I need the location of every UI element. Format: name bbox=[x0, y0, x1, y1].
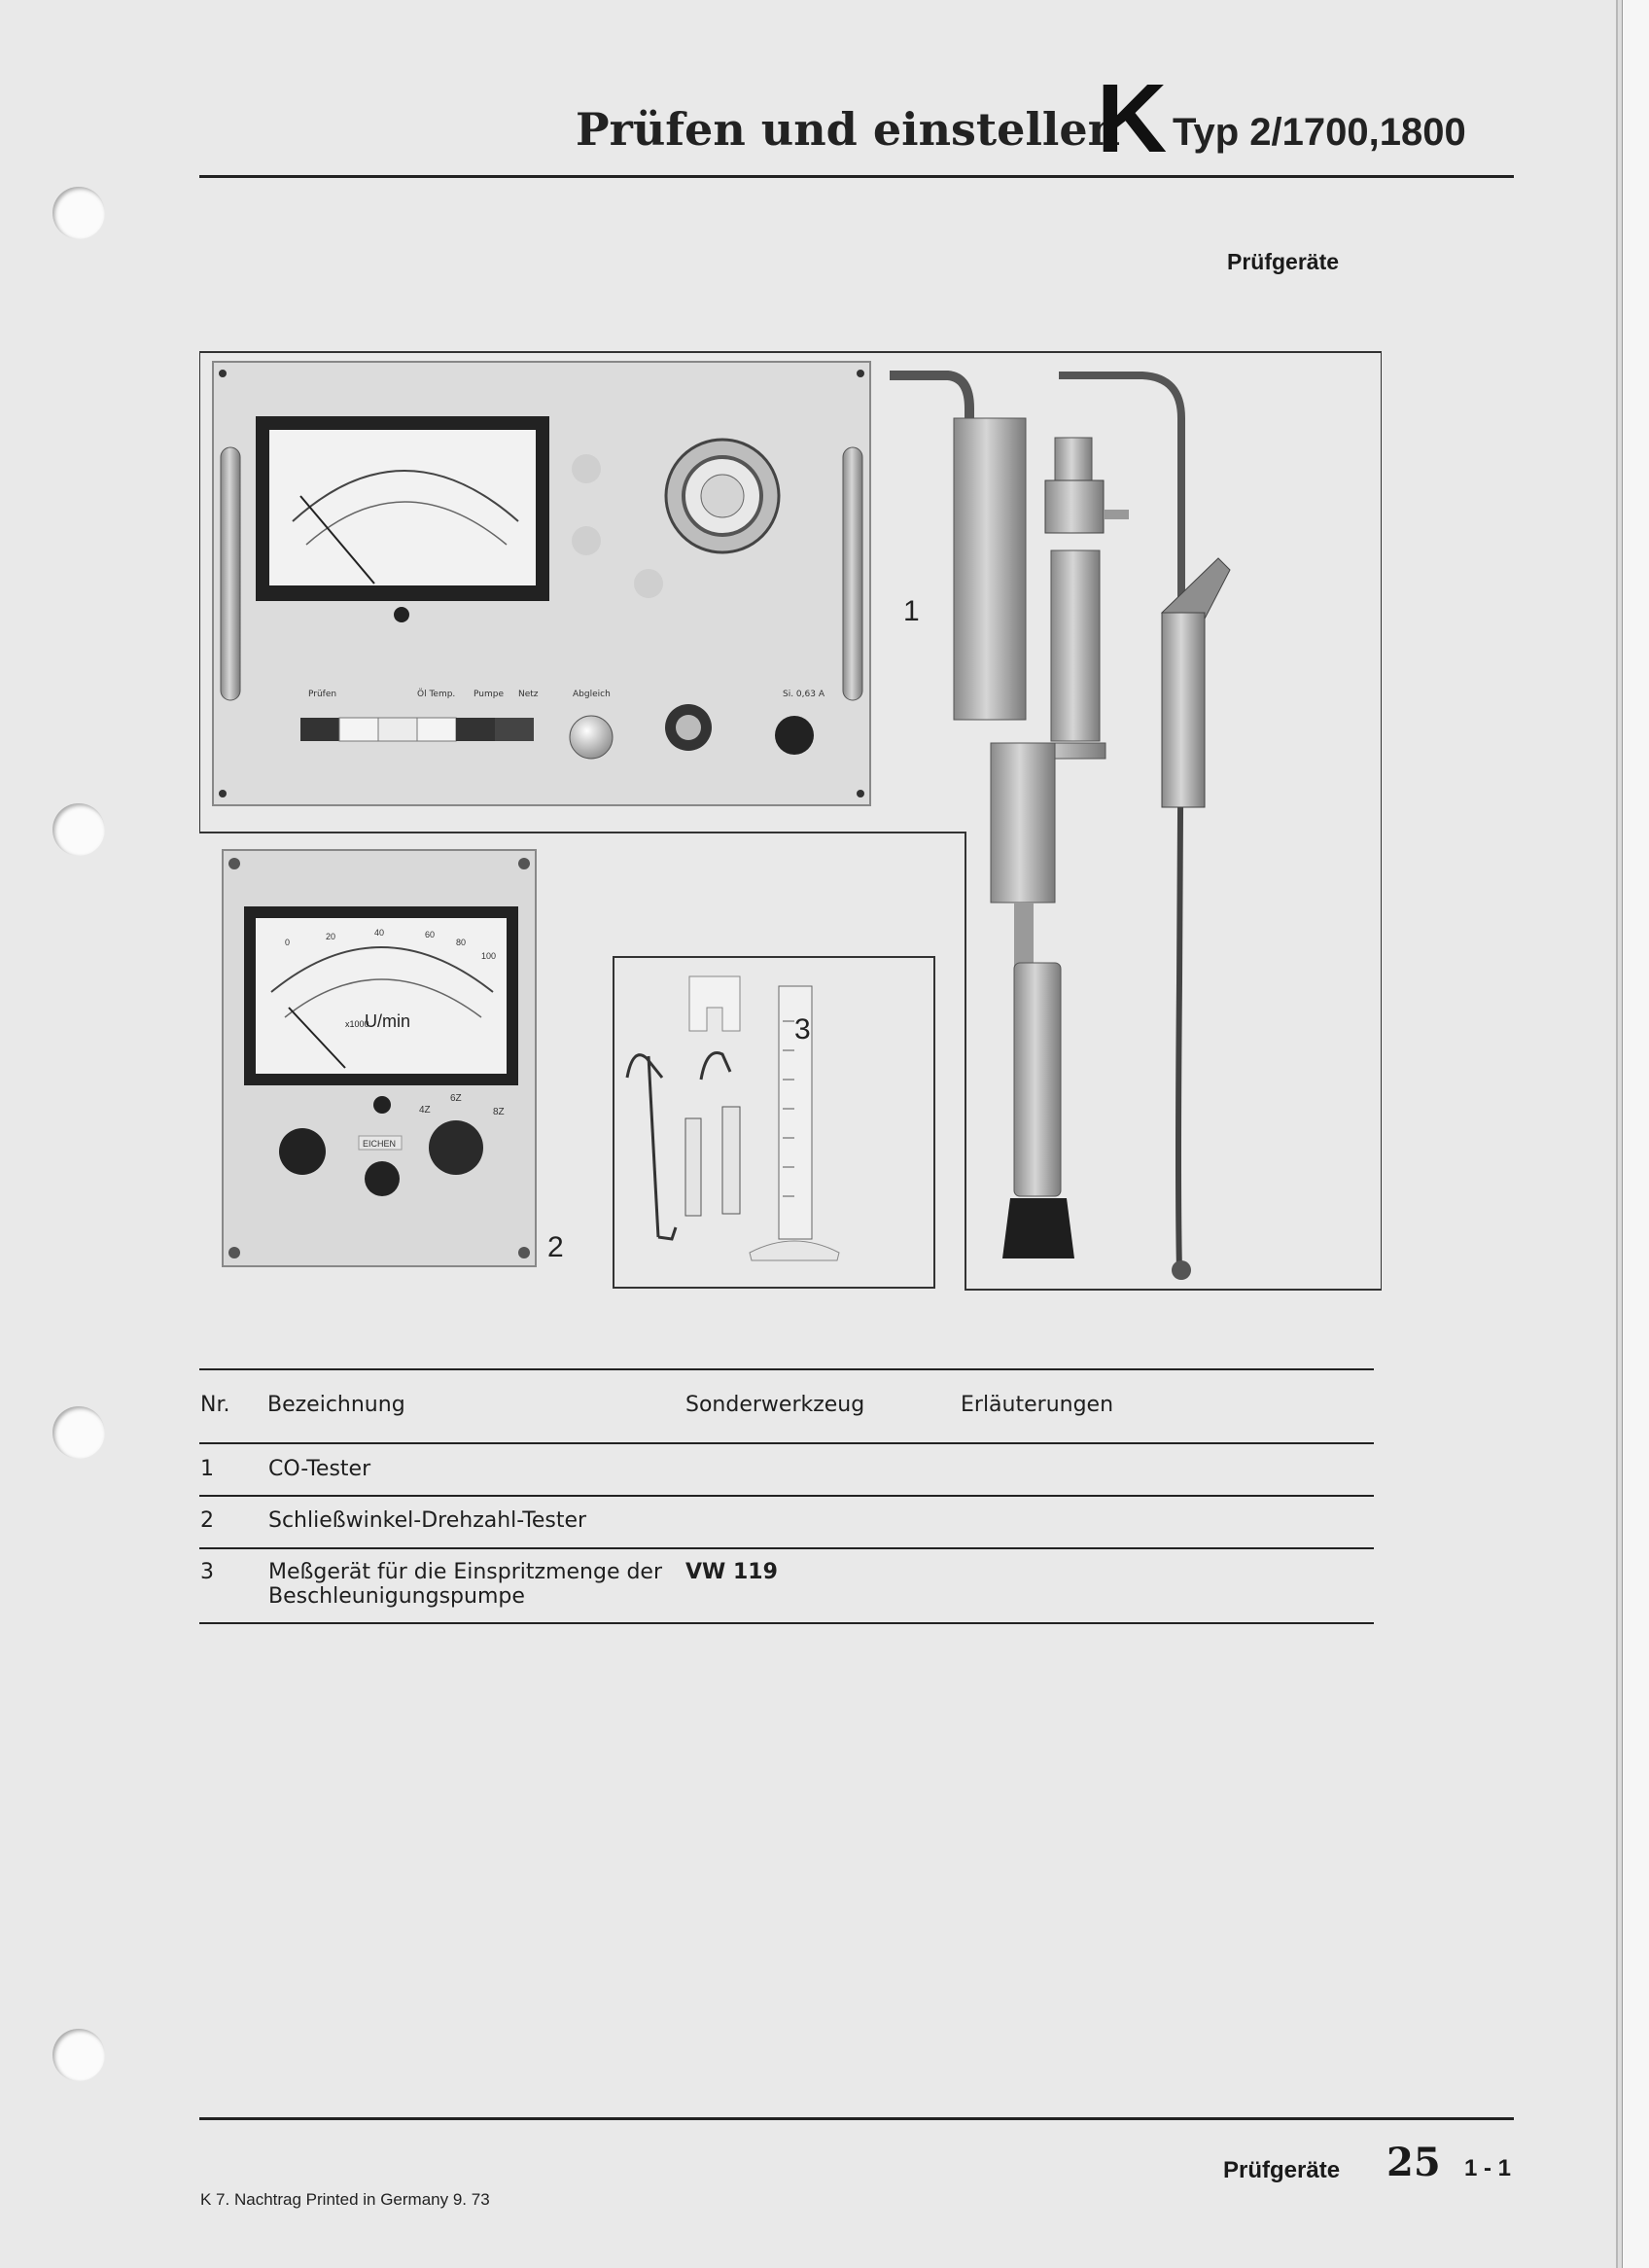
knob-label: Abgleich bbox=[573, 690, 611, 699]
table-row-rule bbox=[199, 1442, 1374, 1444]
row-nr: 3 bbox=[200, 1560, 214, 1584]
adjacent-page-edge bbox=[1622, 0, 1649, 2268]
footer-section-label: Prüfgeräte bbox=[1223, 2157, 1341, 2183]
row-sonderwerkzeug: VW 119 bbox=[685, 1560, 778, 1584]
row-nr: 1 bbox=[200, 1457, 214, 1481]
callout-1: 1 bbox=[903, 595, 920, 627]
row-bezeichnung: Schließwinkel-Drehzahl-Tester bbox=[268, 1508, 587, 1533]
column-header-bezeichnung: Bezeichnung bbox=[267, 1393, 405, 1417]
co-tester-panel bbox=[213, 362, 870, 805]
footer-rule bbox=[199, 2117, 1514, 2120]
row-bezeichnung: CO-Tester bbox=[268, 1457, 371, 1481]
gauge-tick: 40 bbox=[374, 928, 385, 938]
section-label: Prüfgeräte bbox=[1227, 249, 1340, 274]
header-rule bbox=[199, 175, 1514, 178]
table-row-rule bbox=[199, 1495, 1374, 1497]
table-row-rule bbox=[199, 1547, 1374, 1549]
selector-label: 8Z bbox=[493, 1107, 505, 1117]
gauge-multiplier-label: x1000 bbox=[345, 1019, 369, 1029]
table-top-rule bbox=[199, 1368, 1374, 1370]
row-nr: 2 bbox=[200, 1508, 214, 1533]
selector-label: 4Z bbox=[419, 1105, 431, 1116]
selector-label: 6Z bbox=[450, 1093, 462, 1104]
page-number: 25 bbox=[1386, 2140, 1441, 2185]
table-bottom-rule bbox=[199, 1622, 1374, 1624]
switch-label: Pumpe bbox=[474, 690, 504, 699]
callout-3: 3 bbox=[794, 1013, 811, 1045]
column-header-erlaeuterungen: Erläuterungen bbox=[961, 1393, 1114, 1417]
column-header-sonderwerkzeug: Sonderwerkzeug bbox=[685, 1393, 865, 1417]
gauge-unit-label: U/min bbox=[365, 1011, 411, 1031]
column-header-nr: Nr. bbox=[200, 1393, 230, 1417]
callout-2: 2 bbox=[547, 1231, 564, 1263]
imprint-line: K 7. Nachtrag Printed in Germany 9. 73 bbox=[200, 2190, 490, 2209]
section-letter: K bbox=[1097, 64, 1168, 173]
switch-label: Netz bbox=[518, 690, 539, 699]
model-designation: Typ 2/1700,1800 bbox=[1173, 111, 1466, 154]
punch-hole bbox=[53, 2029, 105, 2081]
co-probe bbox=[890, 375, 1129, 1258]
gauge-tick: 60 bbox=[425, 930, 436, 939]
row-bezeichnung: Meßgerät für die Einspritzmenge der bbox=[268, 1560, 663, 1584]
punch-hole bbox=[53, 1406, 105, 1459]
calibrate-label: EICHEN bbox=[363, 1139, 397, 1149]
row-bezeichnung-continued: Beschleunigungspumpe bbox=[268, 1584, 525, 1609]
equipment-figure bbox=[199, 350, 1382, 1292]
page-title: Prüfen und einstellen bbox=[576, 103, 1121, 156]
gauge-tick: 100 bbox=[481, 951, 497, 961]
punch-hole bbox=[53, 803, 105, 856]
fuse-label: Si. 0,63 A bbox=[783, 690, 824, 699]
gauge-tick: 20 bbox=[326, 932, 336, 941]
switch-label: Öl Temp. bbox=[417, 690, 456, 699]
punch-hole bbox=[53, 187, 105, 239]
dwell-rpm-tester-panel bbox=[223, 850, 536, 1266]
page-subnumber: 1 - 1 bbox=[1464, 2155, 1512, 2181]
switch-label: Prüfen bbox=[308, 690, 337, 699]
gauge-tick: 80 bbox=[456, 938, 467, 947]
gauge-tick: 0 bbox=[285, 938, 291, 947]
